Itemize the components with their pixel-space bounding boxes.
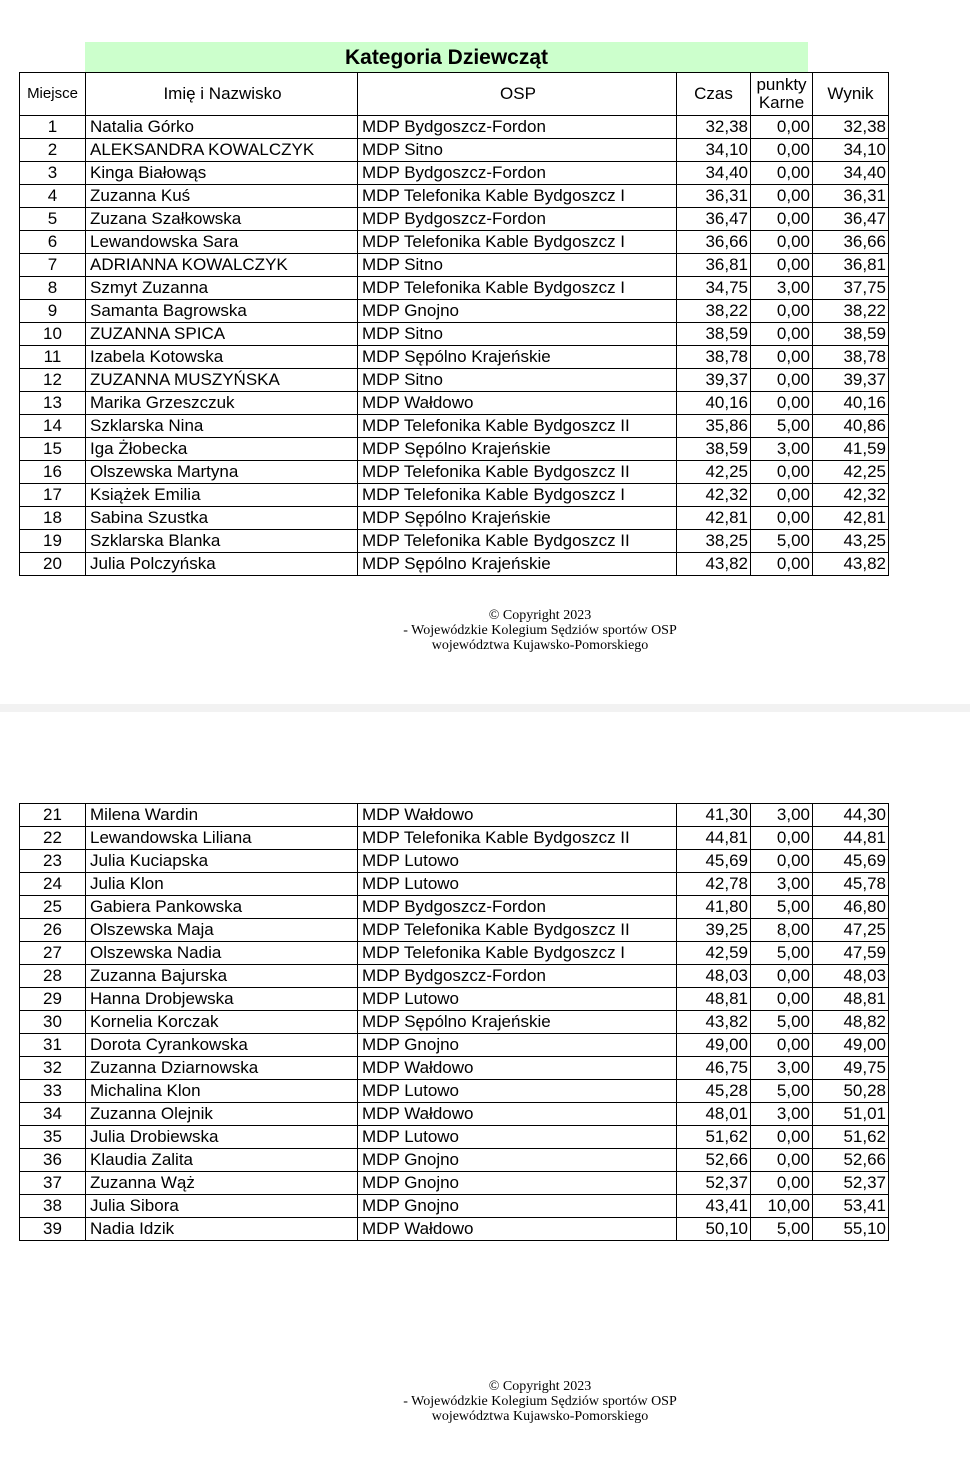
penalty-cell: 0,00 [751, 965, 813, 988]
page-separator [0, 704, 970, 712]
result-cell: 45,69 [813, 850, 889, 873]
time-cell: 43,82 [677, 1011, 751, 1034]
name-cell: Julia Polczyńska [86, 553, 358, 576]
penalty-cell: 0,00 [751, 162, 813, 185]
results-body-2 [20, 804, 889, 1241]
table-row [20, 1149, 889, 1172]
time-cell: 43,82 [677, 553, 751, 576]
time-cell: 38,59 [677, 438, 751, 461]
result-cell: 45,78 [813, 873, 889, 896]
time-cell: 52,66 [677, 1149, 751, 1172]
result-cell: 44,30 [813, 804, 889, 827]
results-page-2 [0, 712, 970, 1457]
time-cell: 32,38 [677, 116, 751, 139]
osp-cell: MDP Wałdowo [358, 1057, 677, 1080]
osp-cell: MDP Lutowo [358, 850, 677, 873]
place-cell: 30 [20, 1011, 86, 1034]
footer-line-1: © Copyright 2023 [488, 608, 592, 623]
penalty-cell: 5,00 [751, 942, 813, 965]
penalty-cell: 0,00 [751, 185, 813, 208]
place-cell: 17 [20, 484, 86, 507]
place-cell: 32 [20, 1057, 86, 1080]
time-cell: 49,00 [677, 1034, 751, 1057]
time-cell: 45,69 [677, 850, 751, 873]
time-cell: 39,37 [677, 369, 751, 392]
table-row [20, 1103, 889, 1126]
result-cell: 49,00 [813, 1034, 889, 1057]
header-name: Imię i Nazwisko [86, 73, 358, 116]
osp-cell: MDP Telefonika Kable Bydgoszcz II [358, 415, 677, 438]
name-cell: Michalina Klon [86, 1080, 358, 1103]
result-cell: 52,66 [813, 1149, 889, 1172]
footer-line-2: - Wojewódzkie Kolegium Sędziów sportów OSP [403, 1394, 677, 1409]
result-cell: 42,25 [813, 461, 889, 484]
osp-cell: MDP Telefonika Kable Bydgoszcz I [358, 942, 677, 965]
place-cell: 3 [20, 162, 86, 185]
penalty-cell: 0,00 [751, 850, 813, 873]
table-row [20, 1218, 889, 1241]
table-row [20, 942, 889, 965]
table-row [20, 139, 889, 162]
place-cell: 39 [20, 1218, 86, 1241]
place-cell: 19 [20, 530, 86, 553]
place-cell: 4 [20, 185, 86, 208]
osp-cell: MDP Wałdowo [358, 1218, 677, 1241]
place-cell: 20 [20, 553, 86, 576]
place-cell: 23 [20, 850, 86, 873]
time-cell: 36,81 [677, 254, 751, 277]
time-cell: 34,40 [677, 162, 751, 185]
penalty-cell: 3,00 [751, 277, 813, 300]
result-cell: 34,40 [813, 162, 889, 185]
penalty-cell: 0,00 [751, 988, 813, 1011]
penalty-cell: 5,00 [751, 1011, 813, 1034]
osp-cell: MDP Gnojno [358, 1195, 677, 1218]
result-cell: 40,16 [813, 392, 889, 415]
table-row [20, 162, 889, 185]
osp-cell: MDP Sitno [358, 254, 677, 277]
time-cell: 42,59 [677, 942, 751, 965]
osp-cell: MDP Telefonika Kable Bydgoszcz II [358, 919, 677, 942]
result-cell: 52,37 [813, 1172, 889, 1195]
results-table-2 [19, 803, 889, 1241]
table-row [20, 300, 889, 323]
footer-line-3: województwa Kujawsko-Pomorskiego [431, 638, 649, 653]
time-cell: 43,41 [677, 1195, 751, 1218]
penalty-cell: 0,00 [751, 1172, 813, 1195]
osp-cell: MDP Wałdowo [358, 804, 677, 827]
place-cell: 36 [20, 1149, 86, 1172]
name-cell: ZUZANNA MUSZYŃSKA [86, 369, 358, 392]
table-row [20, 850, 889, 873]
place-cell: 31 [20, 1034, 86, 1057]
time-cell: 38,25 [677, 530, 751, 553]
time-cell: 48,81 [677, 988, 751, 1011]
table-row [20, 392, 889, 415]
name-cell: Zuzanna Kuś [86, 185, 358, 208]
osp-cell: MDP Sępólno Krajeńskie [358, 1011, 677, 1034]
time-cell: 36,31 [677, 185, 751, 208]
penalty-cell: 0,00 [751, 553, 813, 576]
osp-cell: MDP Bydgoszcz-Fordon [358, 162, 677, 185]
header-osp: OSP [358, 73, 677, 116]
result-cell: 51,01 [813, 1103, 889, 1126]
copyright-footer [0, 1379, 970, 1424]
table-row [20, 461, 889, 484]
penalty-cell: 5,00 [751, 1080, 813, 1103]
osp-cell: MDP Sępólno Krajeńskie [358, 438, 677, 461]
penalty-cell: 0,00 [751, 1149, 813, 1172]
place-cell: 38 [20, 1195, 86, 1218]
name-cell: Zuzanna Olejnik [86, 1103, 358, 1126]
table-row [20, 873, 889, 896]
result-cell: 43,82 [813, 553, 889, 576]
name-cell: Gabiera Pankowska [86, 896, 358, 919]
footer-line-1: © Copyright 2023 [488, 1379, 592, 1394]
result-cell: 53,41 [813, 1195, 889, 1218]
osp-cell: MDP Lutowo [358, 1080, 677, 1103]
place-cell: 2 [20, 139, 86, 162]
table-row [20, 530, 889, 553]
time-cell: 38,78 [677, 346, 751, 369]
result-cell: 41,59 [813, 438, 889, 461]
penalty-cell: 3,00 [751, 873, 813, 896]
penalty-cell: 3,00 [751, 1103, 813, 1126]
penalty-cell: 0,00 [751, 392, 813, 415]
place-cell: 35 [20, 1126, 86, 1149]
table-row [20, 1080, 889, 1103]
place-cell: 34 [20, 1103, 86, 1126]
osp-cell: MDP Telefonika Kable Bydgoszcz I [358, 484, 677, 507]
time-cell: 50,10 [677, 1218, 751, 1241]
result-cell: 48,03 [813, 965, 889, 988]
table-row [20, 254, 889, 277]
place-cell: 7 [20, 254, 86, 277]
place-cell: 9 [20, 300, 86, 323]
time-cell: 40,16 [677, 392, 751, 415]
result-cell: 38,59 [813, 323, 889, 346]
header-place: Miejsce [20, 73, 86, 116]
footer-line-2: - Wojewódzkie Kolegium Sędziów sportów OSP [403, 623, 677, 638]
table-row [20, 277, 889, 300]
result-cell: 55,10 [813, 1218, 889, 1241]
penalty-cell: 0,00 [751, 116, 813, 139]
table-row [20, 208, 889, 231]
result-cell: 34,10 [813, 139, 889, 162]
penalty-cell: 0,00 [751, 461, 813, 484]
penalty-cell: 0,00 [751, 323, 813, 346]
name-cell: Samanta Bagrowska [86, 300, 358, 323]
header-penalty-line1: punkty [756, 75, 807, 94]
osp-cell: MDP Telefonika Kable Bydgoszcz II [358, 827, 677, 850]
penalty-cell: 5,00 [751, 415, 813, 438]
result-cell: 38,22 [813, 300, 889, 323]
name-cell: Julia Klon [86, 873, 358, 896]
penalty-cell: 0,00 [751, 507, 813, 530]
name-cell: Nadia Idzik [86, 1218, 358, 1241]
time-cell: 36,47 [677, 208, 751, 231]
result-cell: 42,32 [813, 484, 889, 507]
result-cell: 36,66 [813, 231, 889, 254]
result-cell: 47,59 [813, 942, 889, 965]
name-cell: ZUZANNA SPICA [86, 323, 358, 346]
penalty-cell: 8,00 [751, 919, 813, 942]
place-cell: 22 [20, 827, 86, 850]
penalty-cell: 10,00 [751, 1195, 813, 1218]
osp-cell: MDP Lutowo [358, 988, 677, 1011]
table-row [20, 346, 889, 369]
result-cell: 51,62 [813, 1126, 889, 1149]
place-cell: 8 [20, 277, 86, 300]
name-cell: Szklarska Nina [86, 415, 358, 438]
penalty-cell: 3,00 [751, 1057, 813, 1080]
place-cell: 13 [20, 392, 86, 415]
time-cell: 38,59 [677, 323, 751, 346]
table-row [20, 919, 889, 942]
category-title: Kategoria Dziewcząt [85, 42, 808, 72]
penalty-cell: 0,00 [751, 346, 813, 369]
osp-cell: MDP Sitno [358, 323, 677, 346]
osp-cell: MDP Sępólno Krajeńskie [358, 553, 677, 576]
name-cell: Natalia Górko [86, 116, 358, 139]
penalty-cell: 0,00 [751, 369, 813, 392]
time-cell: 41,80 [677, 896, 751, 919]
place-cell: 28 [20, 965, 86, 988]
result-cell: 40,86 [813, 415, 889, 438]
osp-cell: MDP Bydgoszcz-Fordon [358, 208, 677, 231]
result-cell: 44,81 [813, 827, 889, 850]
place-cell: 37 [20, 1172, 86, 1195]
penalty-cell: 0,00 [751, 254, 813, 277]
penalty-cell: 0,00 [751, 231, 813, 254]
osp-cell: MDP Gnojno [358, 1172, 677, 1195]
osp-cell: MDP Gnojno [358, 1149, 677, 1172]
result-cell: 36,81 [813, 254, 889, 277]
penalty-cell: 0,00 [751, 484, 813, 507]
result-cell: 49,75 [813, 1057, 889, 1080]
osp-cell: MDP Lutowo [358, 1126, 677, 1149]
osp-cell: MDP Wałdowo [358, 1103, 677, 1126]
table-row [20, 827, 889, 850]
table-row [20, 1057, 889, 1080]
time-cell: 41,30 [677, 804, 751, 827]
table-row [20, 323, 889, 346]
results-page-1 [0, 0, 970, 704]
name-cell: Szklarska Blanka [86, 530, 358, 553]
osp-cell: MDP Bydgoszcz-Fordon [358, 965, 677, 988]
table-row [20, 1011, 889, 1034]
penalty-cell: 3,00 [751, 438, 813, 461]
name-cell: Iga Żłobecka [86, 438, 358, 461]
name-cell: Zuzanna Bajurska [86, 965, 358, 988]
name-cell: Kornelia Korczak [86, 1011, 358, 1034]
place-cell: 33 [20, 1080, 86, 1103]
place-cell: 11 [20, 346, 86, 369]
table-row [20, 484, 889, 507]
result-cell: 43,25 [813, 530, 889, 553]
osp-cell: MDP Telefonika Kable Bydgoszcz II [358, 461, 677, 484]
name-cell: Kinga Białowąs [86, 162, 358, 185]
penalty-cell: 5,00 [751, 896, 813, 919]
table-row [20, 415, 889, 438]
place-cell: 27 [20, 942, 86, 965]
osp-cell: MDP Sitno [358, 369, 677, 392]
time-cell: 42,81 [677, 507, 751, 530]
header-time: Czas [677, 73, 751, 116]
time-cell: 52,37 [677, 1172, 751, 1195]
table-row [20, 1126, 889, 1149]
table-row [20, 896, 889, 919]
name-cell: Książek Emilia [86, 484, 358, 507]
penalty-cell: 3,00 [751, 804, 813, 827]
result-cell: 39,37 [813, 369, 889, 392]
footer-line-3: województwa Kujawsko-Pomorskiego [431, 1409, 649, 1424]
place-cell: 26 [20, 919, 86, 942]
time-cell: 46,75 [677, 1057, 751, 1080]
osp-cell: MDP Bydgoszcz-Fordon [358, 896, 677, 919]
name-cell: Zuzanna Wąż [86, 1172, 358, 1195]
header-penalty [751, 73, 813, 116]
table-row [20, 116, 889, 139]
copyright-footer [0, 608, 970, 653]
header-row [20, 73, 889, 116]
place-cell: 1 [20, 116, 86, 139]
place-cell: 21 [20, 804, 86, 827]
name-cell: Klaudia Zalita [86, 1149, 358, 1172]
osp-cell: MDP Sępólno Krajeńskie [358, 346, 677, 369]
penalty-cell: 5,00 [751, 530, 813, 553]
osp-cell: MDP Telefonika Kable Bydgoszcz II [358, 530, 677, 553]
table-row [20, 369, 889, 392]
name-cell: Zuzanna Dziarnowska [86, 1057, 358, 1080]
place-cell: 16 [20, 461, 86, 484]
table-row [20, 438, 889, 461]
osp-cell: MDP Wałdowo [358, 392, 677, 415]
results-body-1 [20, 116, 889, 576]
name-cell: Olszewska Nadia [86, 942, 358, 965]
result-cell: 32,38 [813, 116, 889, 139]
time-cell: 36,66 [677, 231, 751, 254]
table-row [20, 965, 889, 988]
osp-cell: MDP Telefonika Kable Bydgoszcz I [358, 185, 677, 208]
time-cell: 51,62 [677, 1126, 751, 1149]
place-cell: 14 [20, 415, 86, 438]
time-cell: 42,25 [677, 461, 751, 484]
name-cell: ALEKSANDRA KOWALCZYK [86, 139, 358, 162]
penalty-cell: 0,00 [751, 1034, 813, 1057]
name-cell: Hanna Drobjewska [86, 988, 358, 1011]
table-row [20, 507, 889, 530]
table-row [20, 804, 889, 827]
time-cell: 48,01 [677, 1103, 751, 1126]
osp-cell: MDP Telefonika Kable Bydgoszcz I [358, 231, 677, 254]
time-cell: 44,81 [677, 827, 751, 850]
place-cell: 12 [20, 369, 86, 392]
table-row [20, 1034, 889, 1057]
result-cell: 38,78 [813, 346, 889, 369]
name-cell: Olszewska Martyna [86, 461, 358, 484]
name-cell: Dorota Cyrankowska [86, 1034, 358, 1057]
result-cell: 48,81 [813, 988, 889, 1011]
place-cell: 18 [20, 507, 86, 530]
place-cell: 5 [20, 208, 86, 231]
penalty-cell: 0,00 [751, 827, 813, 850]
time-cell: 42,32 [677, 484, 751, 507]
place-cell: 15 [20, 438, 86, 461]
name-cell: Julia Kuciapska [86, 850, 358, 873]
place-cell: 25 [20, 896, 86, 919]
name-cell: Zuzana Szałkowska [86, 208, 358, 231]
table-row [20, 988, 889, 1011]
result-cell: 48,82 [813, 1011, 889, 1034]
osp-cell: MDP Gnojno [358, 1034, 677, 1057]
table-row [20, 231, 889, 254]
place-cell: 6 [20, 231, 86, 254]
header-result: Wynik [813, 73, 889, 116]
result-cell: 50,28 [813, 1080, 889, 1103]
time-cell: 34,10 [677, 139, 751, 162]
osp-cell: MDP Sępólno Krajeńskie [358, 507, 677, 530]
place-cell: 24 [20, 873, 86, 896]
time-cell: 48,03 [677, 965, 751, 988]
name-cell: Szmyt Zuzanna [86, 277, 358, 300]
place-cell: 29 [20, 988, 86, 1011]
name-cell: Lewandowska Sara [86, 231, 358, 254]
name-cell: Sabina Szustka [86, 507, 358, 530]
osp-cell: MDP Bydgoszcz-Fordon [358, 116, 677, 139]
time-cell: 35,86 [677, 415, 751, 438]
time-cell: 38,22 [677, 300, 751, 323]
time-cell: 45,28 [677, 1080, 751, 1103]
time-cell: 42,78 [677, 873, 751, 896]
results-table-1 [19, 72, 889, 576]
name-cell: Julia Sibora [86, 1195, 358, 1218]
osp-cell: MDP Sitno [358, 139, 677, 162]
time-cell: 34,75 [677, 277, 751, 300]
place-cell: 10 [20, 323, 86, 346]
table-row [20, 185, 889, 208]
name-cell: Julia Drobiewska [86, 1126, 358, 1149]
name-cell: Olszewska Maja [86, 919, 358, 942]
name-cell: ADRIANNA KOWALCZYK [86, 254, 358, 277]
name-cell: Marika Grzeszczuk [86, 392, 358, 415]
result-cell: 36,47 [813, 208, 889, 231]
header-penalty-line2: Karne [758, 93, 805, 112]
penalty-cell: 5,00 [751, 1218, 813, 1241]
penalty-cell: 0,00 [751, 300, 813, 323]
penalty-cell: 0,00 [751, 139, 813, 162]
result-cell: 42,81 [813, 507, 889, 530]
name-cell: Izabela Kotowska [86, 346, 358, 369]
table-row [20, 1195, 889, 1218]
result-cell: 47,25 [813, 919, 889, 942]
time-cell: 39,25 [677, 919, 751, 942]
result-cell: 37,75 [813, 277, 889, 300]
result-cell: 46,80 [813, 896, 889, 919]
table-row [20, 553, 889, 576]
osp-cell: MDP Lutowo [358, 873, 677, 896]
table-row [20, 1172, 889, 1195]
osp-cell: MDP Telefonika Kable Bydgoszcz I [358, 277, 677, 300]
osp-cell: MDP Gnojno [358, 300, 677, 323]
name-cell: Milena Wardin [86, 804, 358, 827]
result-cell: 36,31 [813, 185, 889, 208]
penalty-cell: 0,00 [751, 208, 813, 231]
penalty-cell: 0,00 [751, 1126, 813, 1149]
name-cell: Lewandowska Liliana [86, 827, 358, 850]
